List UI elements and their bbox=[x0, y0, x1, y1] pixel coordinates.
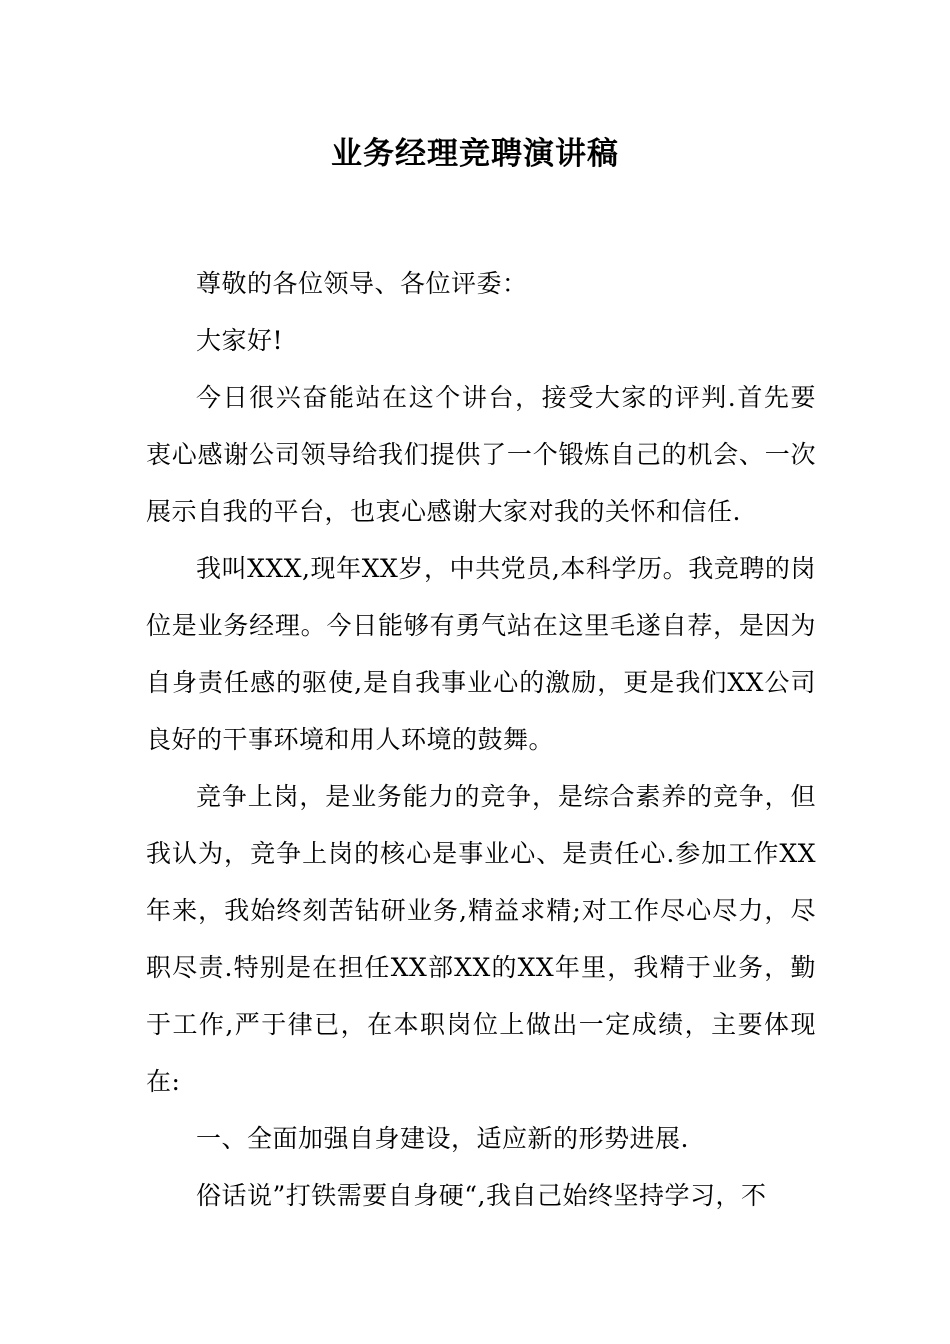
paragraph-salutation: 尊敬的各位领导、各位评委： bbox=[196, 269, 528, 298]
document-body bbox=[146, 255, 816, 1224]
paragraph-self-improvement: 俗话说”打铁需要自身硬“,我自己始终坚持学习，不 bbox=[196, 1181, 767, 1210]
paragraph-thanks: 今日很兴奋能站在这个讲台，接受大家的评判.首先要衷心感谢公司领导给我们提供了一个锻炼自己的机会、一次展示自我的平台，也衷心感谢大家对我的关怀和信任. bbox=[146, 383, 816, 526]
paragraph-greeting: 大家好! bbox=[196, 326, 284, 355]
document-title: 业务经理竞聘演讲稿 bbox=[331, 136, 619, 172]
paragraph-competition: 竞争上岗，是业务能力的竞争，是综合素养的竞争，但我认为，竞争上岗的核心是事业心、是责任心.参加工作XX年来，我始终刻苦钻研业务,精益求精;对工作尽心尽力，尽职尽责.特别是在担任XX部XX的XX年里，我精于业务，勤于工作,严于律已，在本职岗位上做出一定成绩，主要体现在: bbox=[146, 782, 816, 1096]
paragraph-introduction: 我叫XXX,现年XX岁，中共党员,本科学历。我竞聘的岗位是业务经理。今日能够有勇气站在这里毛遂自荐，是因为自身责任感的驱使,是自我事业心的激励，更是我们XX公司良好的干事环境和用人环境的鼓舞。 bbox=[146, 554, 816, 754]
paragraph-section-heading: 一、全面加强自身建设，适应新的形势进展. bbox=[196, 1124, 689, 1153]
